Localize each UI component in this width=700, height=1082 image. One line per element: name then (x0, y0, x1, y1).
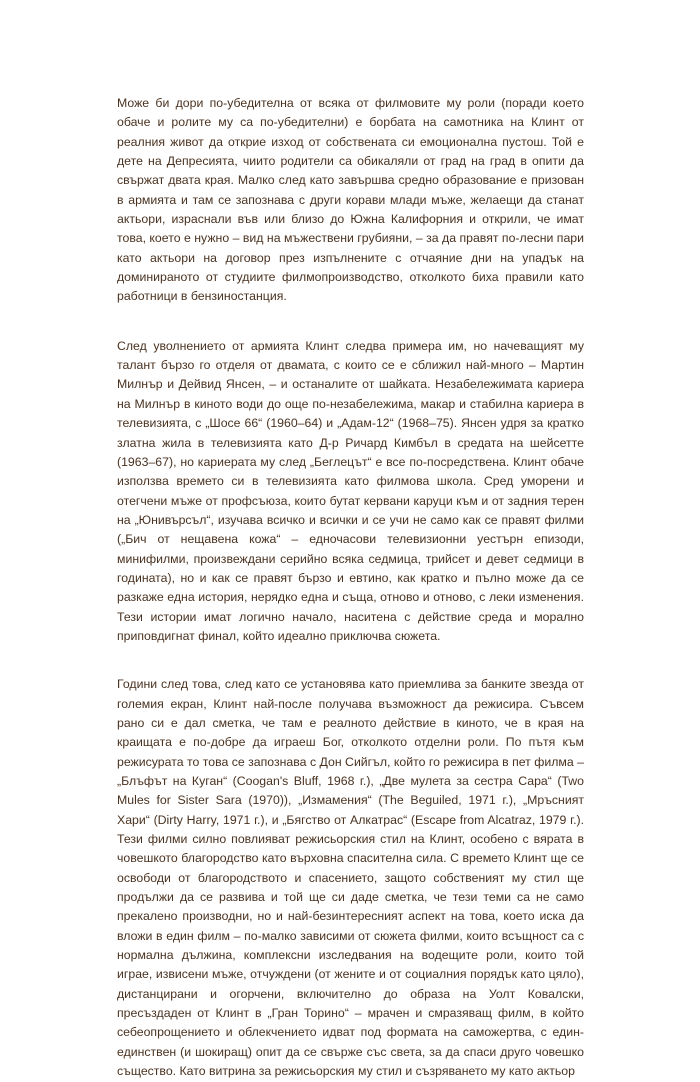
paragraph-spacer (117, 307, 584, 337)
paragraph-3: Години след това, след като се установява като приемлива за банките звезда от големия екран, Клинт най-после получава възможност да режисира. Съвсем рано си е дал сметка, че там е реалното действие в киното, че в края на краищата е по-добре да играеш Бог, отколкото отделни роли. По пътя към режисурата то това се запознава с Дон Сийгъл, който го режисира в пет филма – „Блъфът на Куган“ (Coogan's Bluff, 1968 г.), „Две мулета за сестра Сара“ (Two Mules for Sister Sara (1970)), „Измамения“ (The Beguiled, 1971 г.), „Мръсният Хари“ (Dirty Harry, 1971 г.), и „Бягство от Алкатрас“ (Escape from Alcatraz, 1979 г.). Тези филми силно повлияват режисьорския стил на Клинт, особено с вярата в човешкото благородство като върховна спасителна сила. С времето Клинт ще се освободи от благородството и спасението, защото собственият му стил ще продължи да се развива и той ще си даде сметка, че тези теми са не само прекалено производни, но и най-безинтересният аспект на това, което иска да вложи в един филм – по-малко зависими от сюжета филми, които всъщност са с нормална дължина, комплексни изследвания на водещите роли, които той играе, извисени мъже, отчуждени (от жените и от социалния порядък като цяло), дистанцирани и огорчени, включително до образа на Уолт Ковалски, пресъздаден от Клинт в „Гран Торино“ – мрачен и смразяващ филм, в който себеопрощението и облекчението идват под формата на саможертва, с един-единствен (и шокиращ) опит да се свърже със света, за да спаси друго човешко същество. Като витрина за режисьорския му стил и съзряването му като актьор (117, 677, 584, 1079)
paragraph-2: След уволнението от армията Клинт следва примера им, но начеващият му талант бързо го отделя от двамата, с които се е сближил най-много – Мартин Милнър и Дейвид Янсен, – и останалите от шайката. Незабележимата кариера на Милнър в киното води до още по-незабележима, макар и стабилна кариера в телевизията, с „Шосе 66“ (1960–64) и „Адам-12“ (1968–75). Янсен удря за кратко златна жила в телевизията като Д-р Ричард Кимбъл в средата на шейсетте (1963–67), но кариерата му след „Беглецът“ е все по-посредствена. Клинт обаче използва времето си в телевизията като филмова школа. Сред уморени и отегчени мъже от профсъюза, които бутат кервани каруци към и от задния терен на „Юнивърсъл“, изучава всичко и всички и се учи не само как се правят филми („Бич от нещавена кожа“ – едночасови телевизионни уестърн епизоди, минифилми, произвеждани серийно всяка седмица, трийсет и девет седмици в годината), но и как се правят бързо и евтино, как кратко и пълно може да се разкаже една история, нерядко една и съща, отново и отново, с леки изменения. Тези истории имат логично начало, наситена с действие среда и морално приповдигнат финал, който идеално приключва сюжета. (117, 338, 584, 643)
document-body (117, 94, 584, 1082)
paragraph-1: Може би дори по-убедителна от всяка от филмовите му роли (поради което обаче и ролите му са по-убедителни) е борбата на самотника на Клинт от реалния живот да открие изход от собствената си емоционална пустош. Той е дете на Депресията, чиито родители са обикаляли от град на град в опити да свържат двата края. Малко след като завършва средно образование е призован в армията и там се запознава с други корави млади мъже, желаещи да станат актьори, израснали във или близо до Южна Калифорния и открили, че имат това, което е нужно – вид на мъжествени грубияни, – за да правят по-лесни пари като актьори на договор през изпълнените с отчаяние дни на упадък на доминираното от студиите филмопроизводство, отколкото биха правили като работници в бензиностанция. (117, 96, 584, 304)
paragraph-spacer (117, 646, 584, 675)
